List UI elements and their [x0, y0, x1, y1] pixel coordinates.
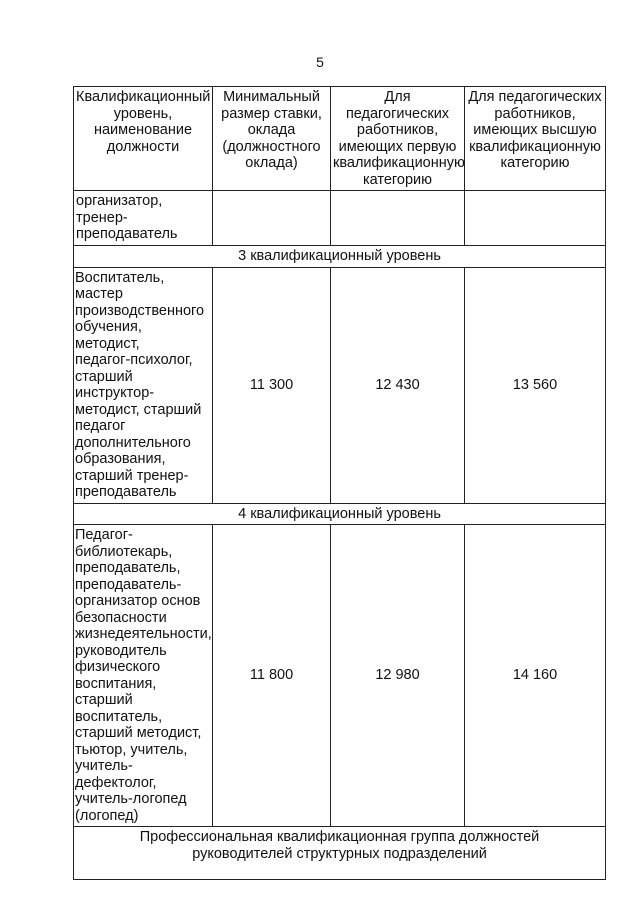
highest-category-value: 14 160	[465, 525, 606, 827]
min-salary-value: 11 300	[213, 267, 331, 503]
level-heading-row	[74, 246, 606, 268]
first-category-value: 12 980	[331, 525, 465, 827]
empty-cell	[465, 191, 606, 246]
group-title: Профессиональная квалификационная группа должностей руководителей структурных подразделений	[74, 827, 606, 880]
table-row	[74, 525, 606, 827]
level-title: 4 квалификационный уровень	[74, 503, 606, 525]
header-position: Квалификационный уровень, наименование должности	[74, 87, 213, 191]
group-heading-row	[74, 827, 606, 880]
highest-category-value: 13 560	[465, 267, 606, 503]
salary-table	[73, 86, 606, 880]
empty-cell	[331, 191, 465, 246]
level-positions: Педагог- библиотекарь, преподаватель, преподаватель- организатор основ безопасности жизнедеятельности, руководитель физического воспитания, старший воспитатель, старший методист, тьютор, учитель, учитель-дефектолог, учитель-логопед (логопед)	[74, 525, 213, 827]
first-category-value: 12 430	[331, 267, 465, 503]
continuation-positions: организатор, тренер- преподаватель	[74, 191, 213, 246]
table-header-row	[74, 87, 606, 191]
min-salary-value: 11 800	[213, 525, 331, 827]
empty-cell	[213, 191, 331, 246]
level-positions: Воспитатель, мастер производственного обучения, методист, педагог-психолог, старший инструктор- методист, старший педагог дополнительного образования, старший тренер- преподаватель	[74, 267, 213, 503]
table-row	[74, 191, 606, 246]
header-min-salary: Минимальный размер ставки, оклада (должностного оклада)	[213, 87, 331, 191]
header-highest-category: Для педагогических работников, имеющих высшую квалификационную категорию	[465, 87, 606, 191]
page-number: 5	[316, 54, 324, 70]
table-row	[74, 267, 606, 503]
level-title: 3 квалификационный уровень	[74, 246, 606, 268]
level-heading-row	[74, 503, 606, 525]
header-first-category: Для педагогических работников, имеющих первую квалификационную категорию	[331, 87, 465, 191]
